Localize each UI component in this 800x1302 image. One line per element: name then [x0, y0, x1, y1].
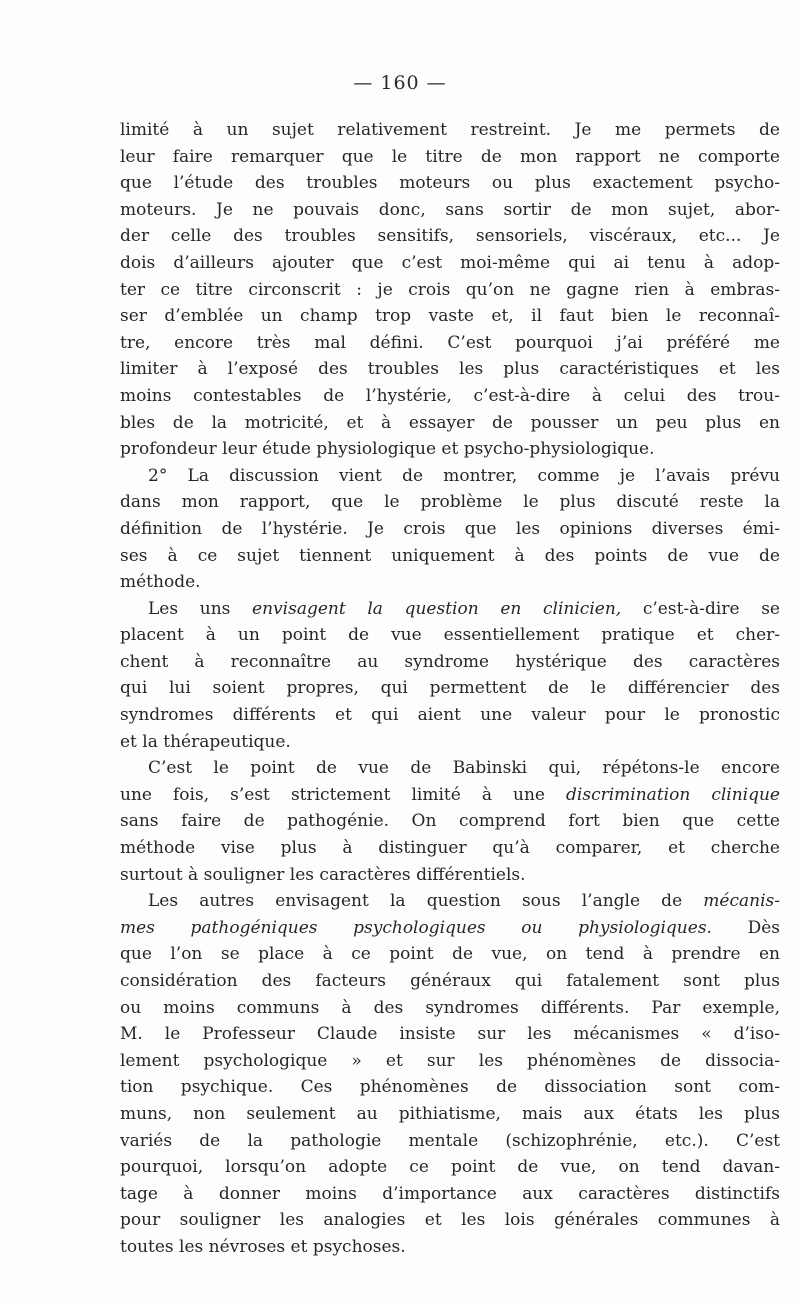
text-line: toutes les névroses et psychoses. [120, 1236, 406, 1257]
text-line: moins contestables de l’hystérie, c’est-à-dire à celui des trou- [120, 385, 780, 406]
italic-text: mécanis- [703, 891, 780, 912]
text-line: C’est le point de vue de Babinski qui, répétons-le encore [148, 758, 780, 779]
text-line: tion psychique. Ces phénomènes de dissociation sont com- [120, 1077, 780, 1098]
text-line [120, 596, 780, 623]
text-line: et la thérapeutique. [120, 731, 291, 752]
text-line: lement psychologique » et sur les phénomènes de dissocia- [120, 1050, 780, 1071]
text-line: 2° La discussion vient de montrer, comme je l’avais prévu [148, 465, 780, 486]
text-line: pour souligner les analogies et les lois générales communes à [120, 1210, 780, 1231]
text-line: sans faire de pathogénie. On comprend fort bien que cette [120, 811, 780, 832]
text-line: chent à reconnaître au syndrome hystérique des caractères [120, 651, 780, 672]
text-line: limiter à l’exposé des troubles les plus caractéristiques et les [120, 359, 780, 380]
italic-text: envisagent la question en clinicien, [252, 598, 622, 619]
italic-text: mes pathogéniques psychologiques ou physiologiques. [120, 917, 712, 938]
text-line: moteurs. Je ne pouvais donc, sans sortir de mon sujet, abor- [120, 199, 780, 220]
italic-text: discrimination clinique [566, 784, 780, 805]
text-line: leur faire remarquer que le titre de mon rapport ne comporte [120, 146, 780, 167]
text-line [120, 915, 780, 942]
text-line: méthode vise plus à distinguer qu’à comparer, et cherche [120, 838, 780, 859]
text-line: placent à un point de vue essentiellement pratique et cher- [120, 625, 780, 646]
text-line: que l’on se place à ce point de vue, on tend à prendre en [120, 944, 780, 965]
text-line: muns, non seulement au pithiatisme, mais aux états les plus [120, 1103, 780, 1124]
text-line: M. le Professeur Claude insiste sur les mécanismes « d’iso- [120, 1024, 780, 1045]
text-line: dans mon rapport, que le problème le plus discuté reste la [120, 492, 780, 513]
text-line [120, 782, 780, 809]
text-line: tre, encore très mal défini. C’est pourquoi j’ai préféré me [120, 332, 780, 353]
text-line: ou moins communs à des syndromes différents. Par exemple, [120, 997, 780, 1018]
text-segment: c’est-à-dire se [621, 598, 780, 619]
text-line: limité à un sujet relativement restreint. Je me permets de [120, 120, 780, 140]
body-text [120, 117, 780, 1261]
text-line: méthode. [120, 572, 201, 593]
text-line: dois d’ailleurs ajouter que c’est moi-même qui ai tenu à adop- [120, 252, 780, 273]
text-line: profondeur leur étude physiologique et psycho-physiologique. [120, 439, 655, 460]
text-segment: Dès [711, 917, 780, 938]
text-line: der celle des troubles sensitifs, sensoriels, viscéraux, etc... Je [120, 226, 780, 247]
text-line: considération des facteurs généraux qui fatalement sont plus [120, 971, 780, 991]
text-line: définition de l’hystérie. Je crois que les opinions diverses émi- [120, 518, 780, 539]
text-line: surtout à souligner les caractères différentiels. [120, 864, 526, 885]
text-line [120, 888, 780, 915]
text-line: syndromes différents et qui aient une valeur pour le pronostic [120, 705, 780, 726]
text-segment: Les uns [148, 598, 253, 619]
text-line: tage à donner moins d’importance aux caractères distinctifs [120, 1183, 780, 1204]
text-line: que l’étude des troubles moteurs ou plus exactement psycho- [120, 173, 780, 194]
page-number: — 160 — [353, 72, 447, 94]
text-line: pourquoi, lorsqu’on adopte ce point de vue, on tend davan- [120, 1157, 780, 1178]
text-line: ses à ce sujet tiennent uniquement à des points de vue de [120, 545, 780, 566]
text-line: qui lui soient propres, qui permettent de le différencier des [120, 678, 780, 699]
text-line: variés de la pathologie mentale (schizophrénie, etc.). C’est [120, 1130, 780, 1151]
text-line: bles de la motricité, et à essayer de pousser un peu plus en [120, 412, 780, 433]
text-segment: une fois, s’est strictement limité à une [120, 784, 567, 805]
text-segment: Les autres envisagent la question sous l’angle de [148, 891, 704, 912]
text-line: ser d’emblée un champ trop vaste et, il faut bien le reconnaî- [120, 306, 780, 327]
text-line: ter ce titre circonscrit : je crois qu’on ne gagne rien à embras- [120, 279, 780, 300]
